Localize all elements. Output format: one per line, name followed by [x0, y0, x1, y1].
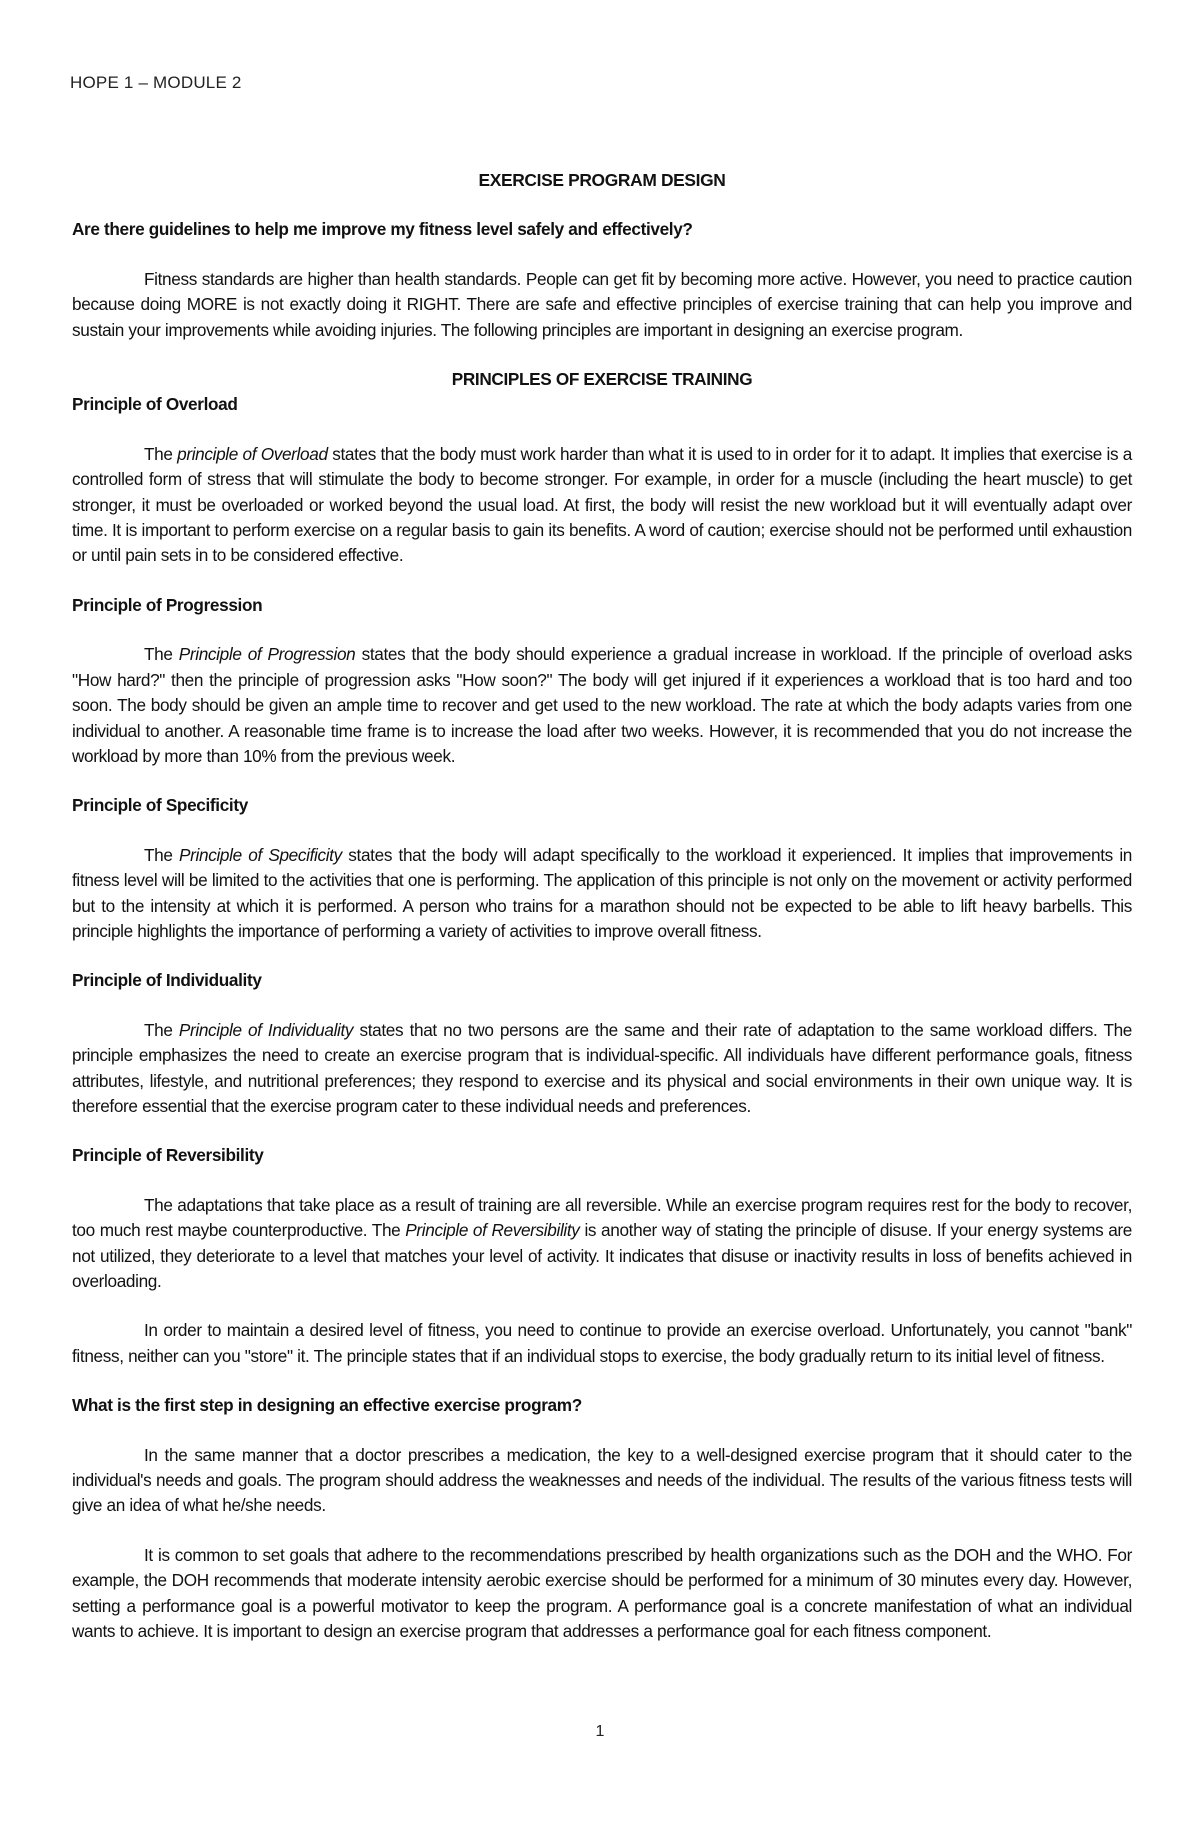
page-title: EXERCISE PROGRAM DESIGN: [478, 170, 726, 190]
page-content: [72, 168, 1132, 1668]
term-individuality: Principle of Individuality: [178, 1019, 354, 1040]
term-specificity: Principle of Specificity: [179, 844, 342, 865]
text-run: states that the body should experience a gradual increase in workload. If the principle of overload asks "How hard?" then the principle of progression asks "How soon?" The body will get injured if it experiences a workload that is too hard and too soon. The body should be given an ample time to recover and get used to the new workload. The rate at which the body adapts varies from one individual to another. A reasonable time frame is to increase the load after two weeks. However, it is recommended that you do not increase the workload by more than 10% from the previous week.: [72, 644, 1133, 766]
text-run: The: [144, 1019, 179, 1040]
question-heading-first-step: What is the first step in designing an effective exercise program?: [72, 1395, 582, 1416]
question-heading-guidelines: Are there guidelines to help me improve my fitness level safely and effectively?: [72, 219, 693, 240]
term-overload: principle of Overload: [177, 443, 328, 464]
text-run: The adaptations that take place as a result of training are all reversible. While an exercise program requires rest for the body to recover, too much rest maybe counterproductive. The: [72, 1194, 1132, 1241]
intro-paragraph: Fitness standards are higher than health standards. People can get fit by becoming more active. However, you need to practice caution because doing MORE is not exactly doing it RIGHT. There are safe and effective principles of exercise training that can help you improve and sustain your improvements while avoiding injuries. The following principles are important in designing an exercise program.: [72, 268, 1132, 340]
paragraph-first-step-1: In the same manner that a doctor prescribes a medication, the key to a well-designed exercise program that it should cater to the individual's needs and goals. The program should address the weaknesses and needs of the individual. The results of the various fitness tests will give an idea of what he/she needs.: [72, 1444, 1132, 1516]
paragraph-specificity: [72, 843, 1132, 945]
heading-principle-specificity: Principle of Specificity: [72, 795, 248, 816]
section-title-principles: PRINCIPLES OF EXERCISE TRAINING: [451, 369, 753, 390]
paragraph-overload: [72, 442, 1132, 569]
term-progression: Principle of Progression: [178, 644, 356, 665]
page-header: HOPE 1 – MODULE 2: [70, 73, 242, 92]
page-number: 1: [595, 1723, 605, 1740]
paragraph-reversibility: [72, 1193, 1132, 1295]
text-run: is another way of stating the principle of disuse. If your energy systems are not utilized, they deteriorate to a level that matches your level of activity. It indicates that disuse or inactivity results in loss of benefits achieved in overloading.: [72, 1220, 1132, 1291]
heading-principle-reversibility: Principle of Reversibility: [72, 1145, 264, 1166]
text-run: The: [144, 844, 180, 865]
text-run: states that the body will adapt specifically to the workload it experienced. It implies that improvements in fitness level will be limited to the activities that one is performing. The application of this principle is not only on the movement or activity performed but to the intensity at which it is performed. A person who trains for a marathon should not be expected to be able to lift heavy barbells. This principle highlights the importance of performing a variety of activities to improve overall fitness.: [72, 844, 1133, 941]
text-run: The: [144, 644, 179, 665]
paragraph-individuality: [72, 1018, 1132, 1120]
paragraph-reversibility-2: In order to maintain a desired level of fitness, you need to continue to provide an exercise overload. Unfortunately, you cannot "bank" fitness, neither can you "store" it. The principle states that if an individual stops to exercise, the body gradually return to its initial level of fitness.: [72, 1320, 1132, 1366]
heading-principle-overload: Principle of Overload: [72, 394, 238, 415]
paragraph-progression: [72, 642, 1132, 769]
text-run: states that no two persons are the same and their rate of adaptation to the same workload differs. The principle emphasizes the need to create an exercise program that is individual-specific. All individuals have different performance goals, fitness attributes, lifestyle, and nutritional preferences; they respond to exercise and its physical and social environments in their own unique way. It is therefore essential that the exercise program cater to these individual needs and preferences.: [72, 1019, 1133, 1116]
term-reversibility: Principle of Reversibility: [405, 1220, 580, 1241]
heading-principle-individuality: Principle of Individuality: [72, 970, 262, 991]
heading-principle-progression: Principle of Progression: [72, 594, 263, 615]
text-run: The: [144, 443, 178, 464]
paragraph-first-step-2: It is common to set goals that adhere to the recommendations prescribed by health organizations such as the DOH and the WHO. For example, the DOH recommends that moderate intensity aerobic exercise should be performed for a minimum of 30 minutes every day. However, setting a performance goal is a powerful motivator to keep the program. A performance goal is a concrete manifestation of what an individual wants to achieve. It is important to design an exercise program that addresses a performance goal for each fitness component.: [72, 1544, 1132, 1642]
text-run: states that the body must work harder than what it is used to in order for it to adapt. It implies that exercise is a controlled form of stress that will stimulate the body to become stronger. For example, in order for a muscle (including the heart muscle) to get stronger, it must be overloaded or worked beyond the usual load. At first, the body will resist the new workload but it will eventually adapt over time. It is important to perform exercise on a regular basis to gain its benefits. A word of caution; exercise should not be performed until exhaustion or until pain sets in to be considered effective.: [72, 443, 1132, 566]
